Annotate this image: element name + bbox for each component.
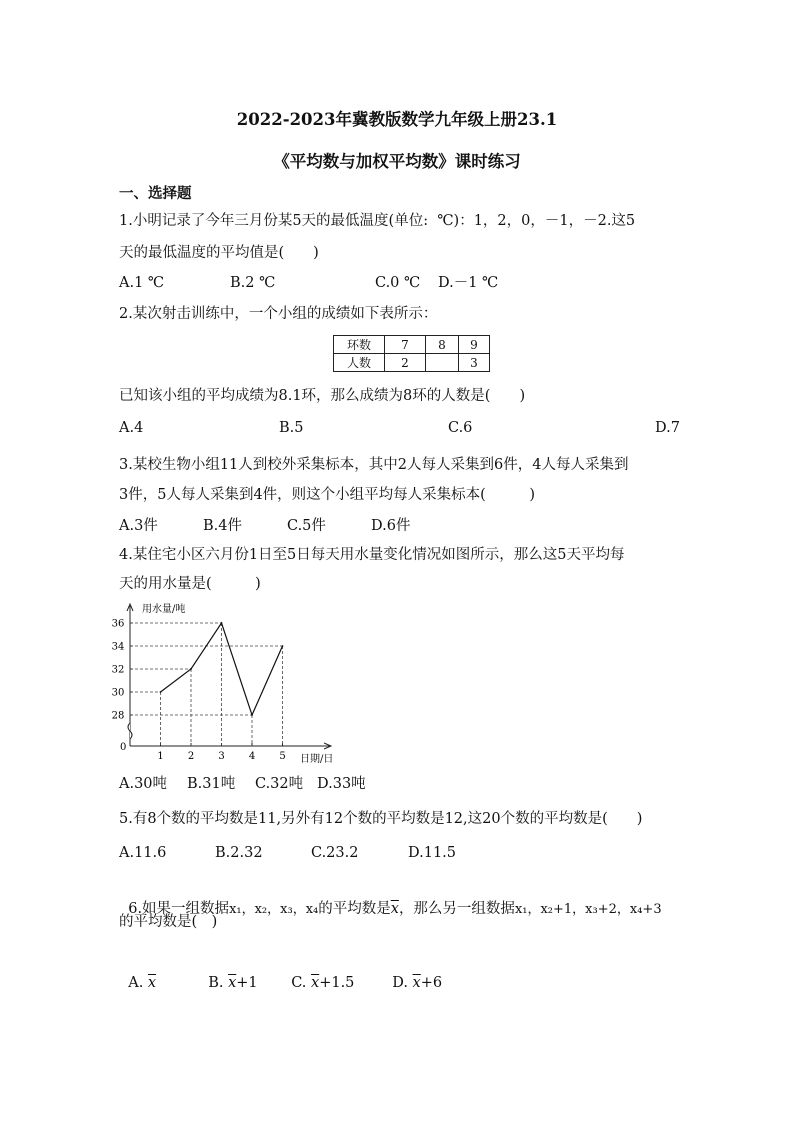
- axis-break-mark: [128, 723, 132, 739]
- table-cell: [426, 354, 459, 372]
- table-cell: 环数: [334, 336, 385, 354]
- mean-symbol: $\overline{x}$: [311, 975, 320, 991]
- question-5-line-1: 5.有8个数的平均数是11,另外有12个数的平均数是12,这20个数的平均数是( ): [119, 811, 643, 827]
- question-3-option-a: A.3件: [119, 518, 158, 534]
- y-tick-label: 28: [111, 710, 125, 722]
- y-tick-label: 30: [111, 687, 125, 699]
- section-heading: 一、选择题: [119, 185, 192, 202]
- question-2-option-b: B.5: [279, 420, 304, 436]
- y-tick-label: 34: [111, 641, 125, 653]
- mean-symbol: $\overline{x}$: [147, 975, 157, 991]
- question-2-option-a: A.4: [119, 420, 144, 436]
- question-6-mid-2: ，那么另一组数据: [398, 901, 515, 917]
- y-axis-label: 用水量/吨: [142, 604, 186, 615]
- data-point: [282, 645, 284, 647]
- question-5-option-b: B.2.32: [215, 845, 263, 861]
- question-3-option-d: D.6件: [371, 518, 411, 534]
- x-tick-label: 1: [157, 751, 164, 762]
- question-6-option-b: [199, 953, 258, 993]
- question-2-option-d: D.7: [655, 420, 680, 436]
- question-4-option-b: B.31吨: [187, 776, 236, 792]
- question-3-option-c: C.5件: [287, 518, 326, 534]
- x-tick-label: 3: [218, 751, 225, 762]
- x-tick-label: 4: [248, 751, 256, 762]
- question-5-option-c: C.23.2: [311, 845, 359, 861]
- water-usage-chart: [111, 600, 355, 765]
- question-2-line-1: 2.某次射击训练中，一个小组的成绩如下表所示：: [119, 306, 438, 322]
- question-4-line-1: 4.某住宅小区六月份1日至5日每天用水量变化情况如图所示，那么这5天平均每: [119, 547, 625, 563]
- x-axis-label: 日期/日: [300, 754, 334, 765]
- mean-symbol: $\overline{x}$: [412, 975, 421, 991]
- table-cell: 9: [459, 336, 490, 354]
- question-4-option-d: D.33吨: [317, 776, 366, 792]
- option-suffix: +1.5: [319, 975, 355, 991]
- x-tick-label: 2: [187, 751, 195, 762]
- question-3-line-1: 3.某校生物小组11人到校外采集标本，其中2人每人采集到6件，4人每人采集到: [119, 457, 629, 473]
- data-point: [190, 668, 192, 670]
- question-6-line-2: 的平均数是( ): [119, 914, 218, 930]
- question-2-line-2: 已知该小组的平均成绩为8.1环，那么成绩为8环的人数是( ): [119, 388, 526, 404]
- question-5-option-a: A.11.6: [119, 845, 167, 861]
- question-1-line-2: 天的最低温度的平均值是( ): [119, 245, 319, 261]
- question-3-line-2: 3件，5人每人采集到4件，则这个小组平均每人采集标本( ): [119, 487, 535, 503]
- data-point: [160, 691, 162, 693]
- document-title-line1: 2022-2023年冀教版数学九年级上册23.1: [236, 110, 558, 129]
- question-6-vars-1: x₁，x₂，x₃，x₄: [229, 902, 319, 917]
- option-suffix: +6: [420, 975, 443, 991]
- option-letter: A.: [128, 975, 148, 991]
- question-6-intro: 6.如果一组数据: [128, 901, 230, 917]
- origin-label: 0: [120, 742, 127, 753]
- data-point: [221, 622, 223, 624]
- question-6-vars-2: x₁，x₂+1，x₃+2，x₄+3: [514, 902, 662, 917]
- table-header-row: [334, 336, 490, 354]
- y-tick-label: 36: [111, 618, 125, 630]
- question-3-option-b: B.4件: [203, 518, 242, 534]
- data-point: [251, 714, 253, 716]
- mean-symbol: $\overline{x}$: [228, 975, 237, 991]
- option-letter: C.: [291, 975, 312, 991]
- x-tick-label: 5: [279, 751, 286, 762]
- question-1-option-d: D.－1 ℃: [438, 275, 499, 291]
- option-letter: B.: [208, 975, 229, 991]
- table-cell: 8: [426, 336, 459, 354]
- option-suffix: +1: [236, 975, 258, 991]
- question-6-mid: 的平均数是: [318, 901, 391, 917]
- table-cell: 7: [385, 336, 426, 354]
- question-6-option-d: [383, 953, 442, 993]
- question-1-option-c: C.0 ℃: [375, 275, 421, 291]
- question-1-line-1: 1.小明记录了今年三月份某5天的最低温度(单位: ℃)：1，2，0，－1，－2.这5: [119, 213, 636, 229]
- mean-symbol: $\overline{x}$: [390, 901, 399, 917]
- question-2-option-c: C.6: [448, 420, 473, 436]
- question-6-option-c: [282, 953, 354, 993]
- table-cell: 人数: [334, 354, 385, 372]
- question-1-option-a: A.1 ℃: [119, 275, 165, 291]
- question-4-option-c: C.32吨: [255, 776, 304, 792]
- question-6-option-a: [119, 953, 156, 993]
- question-4-line-2: 天的用水量是( ): [119, 576, 261, 592]
- option-letter: D.: [392, 975, 413, 991]
- question-1-option-b: B.2 ℃: [230, 275, 276, 291]
- score-table: [333, 335, 490, 372]
- table-cell: 2: [385, 354, 426, 372]
- table-cell: 3: [459, 354, 490, 372]
- document-title-line2: 《平均数与加权平均数》课时练习: [273, 152, 521, 171]
- question-5-option-d: D.11.5: [408, 845, 457, 861]
- y-tick-label: 32: [111, 664, 125, 676]
- question-4-option-a: A.30吨: [119, 776, 168, 792]
- table-row: [334, 354, 490, 372]
